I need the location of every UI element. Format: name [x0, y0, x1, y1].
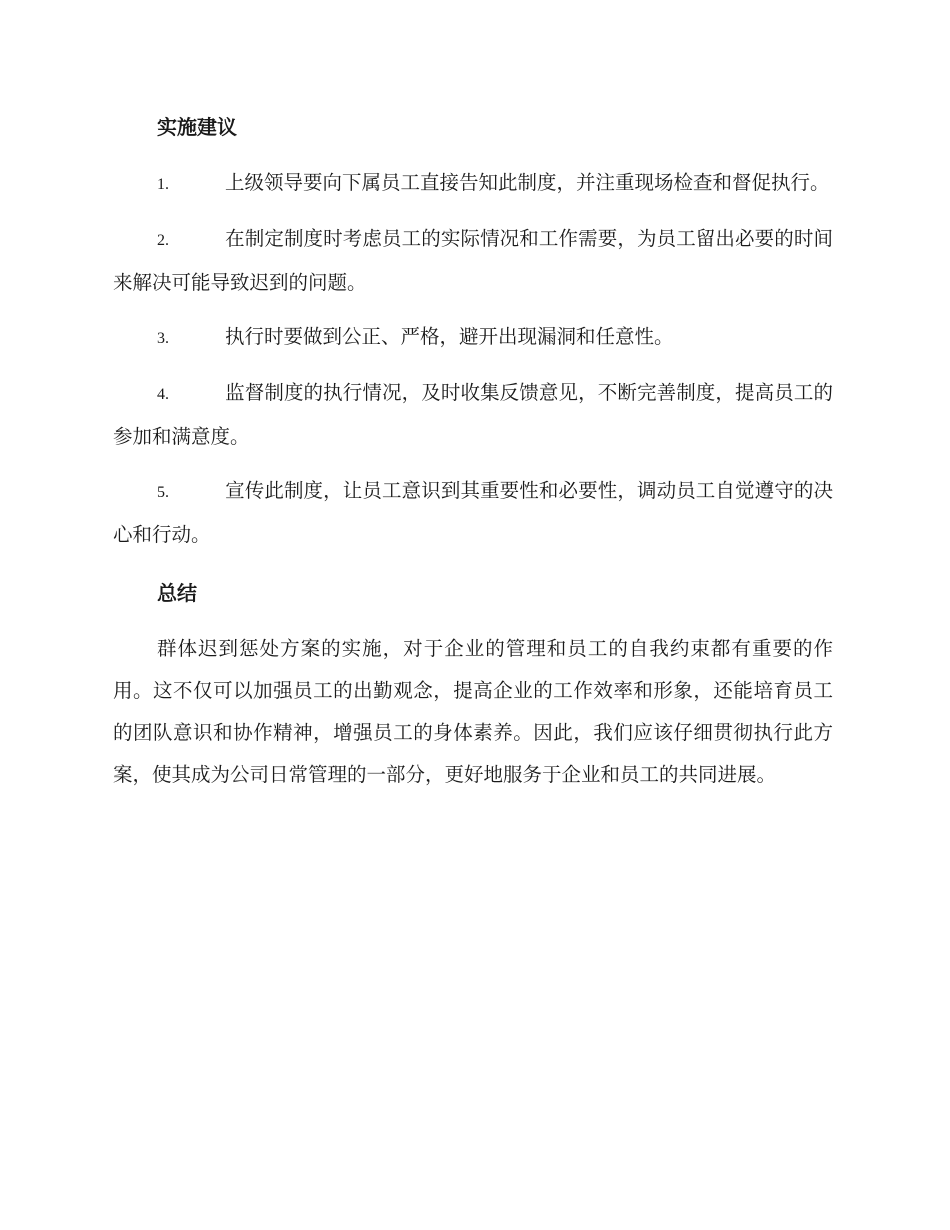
list-item-number: 2.: [157, 232, 169, 249]
implementation-heading: 实施建议: [157, 115, 237, 139]
list-item-text: 在制定制度时考虑员工的实际情况和工作需要，为员工留出必要的时间来解决可能导致迟到的问题。: [113, 227, 833, 294]
list-item-text: 监督制度的执行情况，及时收集反馈意见，不断完善制度，提高员工的参加和满意度。: [113, 381, 833, 448]
list-item-4: [113, 372, 833, 458]
list-item-text: 宣传此制度，让员工意识到其重要性和必要性，调动员工自觉遵守的决心和行动。: [113, 479, 833, 546]
list-item-number: 1.: [157, 176, 169, 193]
list-item-2: [113, 218, 833, 304]
list-item-number: 4.: [157, 386, 169, 403]
list-item-number: 3.: [157, 330, 169, 347]
list-item-number: 5.: [157, 484, 169, 501]
summary-paragraph: 群体迟到惩处方案的实施，对于企业的管理和员工的自我约束都有重要的作用。这不仅可以加强员工的出勤观念，提高企业的工作效率和形象，还能培育员工的团队意识和协作精神，增强员工的身体素养。因此，我们应该仔细贯彻执行此方案，使其成为公司日常管理的一部分，更好地服务于企业和员工的共同进展。: [113, 637, 833, 786]
list-item-5: [113, 470, 833, 556]
list-item-3: [113, 316, 833, 360]
summary-heading: 总结: [157, 581, 197, 605]
list-item-1: [113, 162, 833, 206]
document-page: [113, 108, 833, 796]
list-item-text: 执行时要做到公正、严格，避开出现漏洞和任意性。: [225, 325, 674, 348]
list-item-text: 上级领导要向下属员工直接告知此制度，并注重现场检查和督促执行。: [225, 171, 830, 194]
